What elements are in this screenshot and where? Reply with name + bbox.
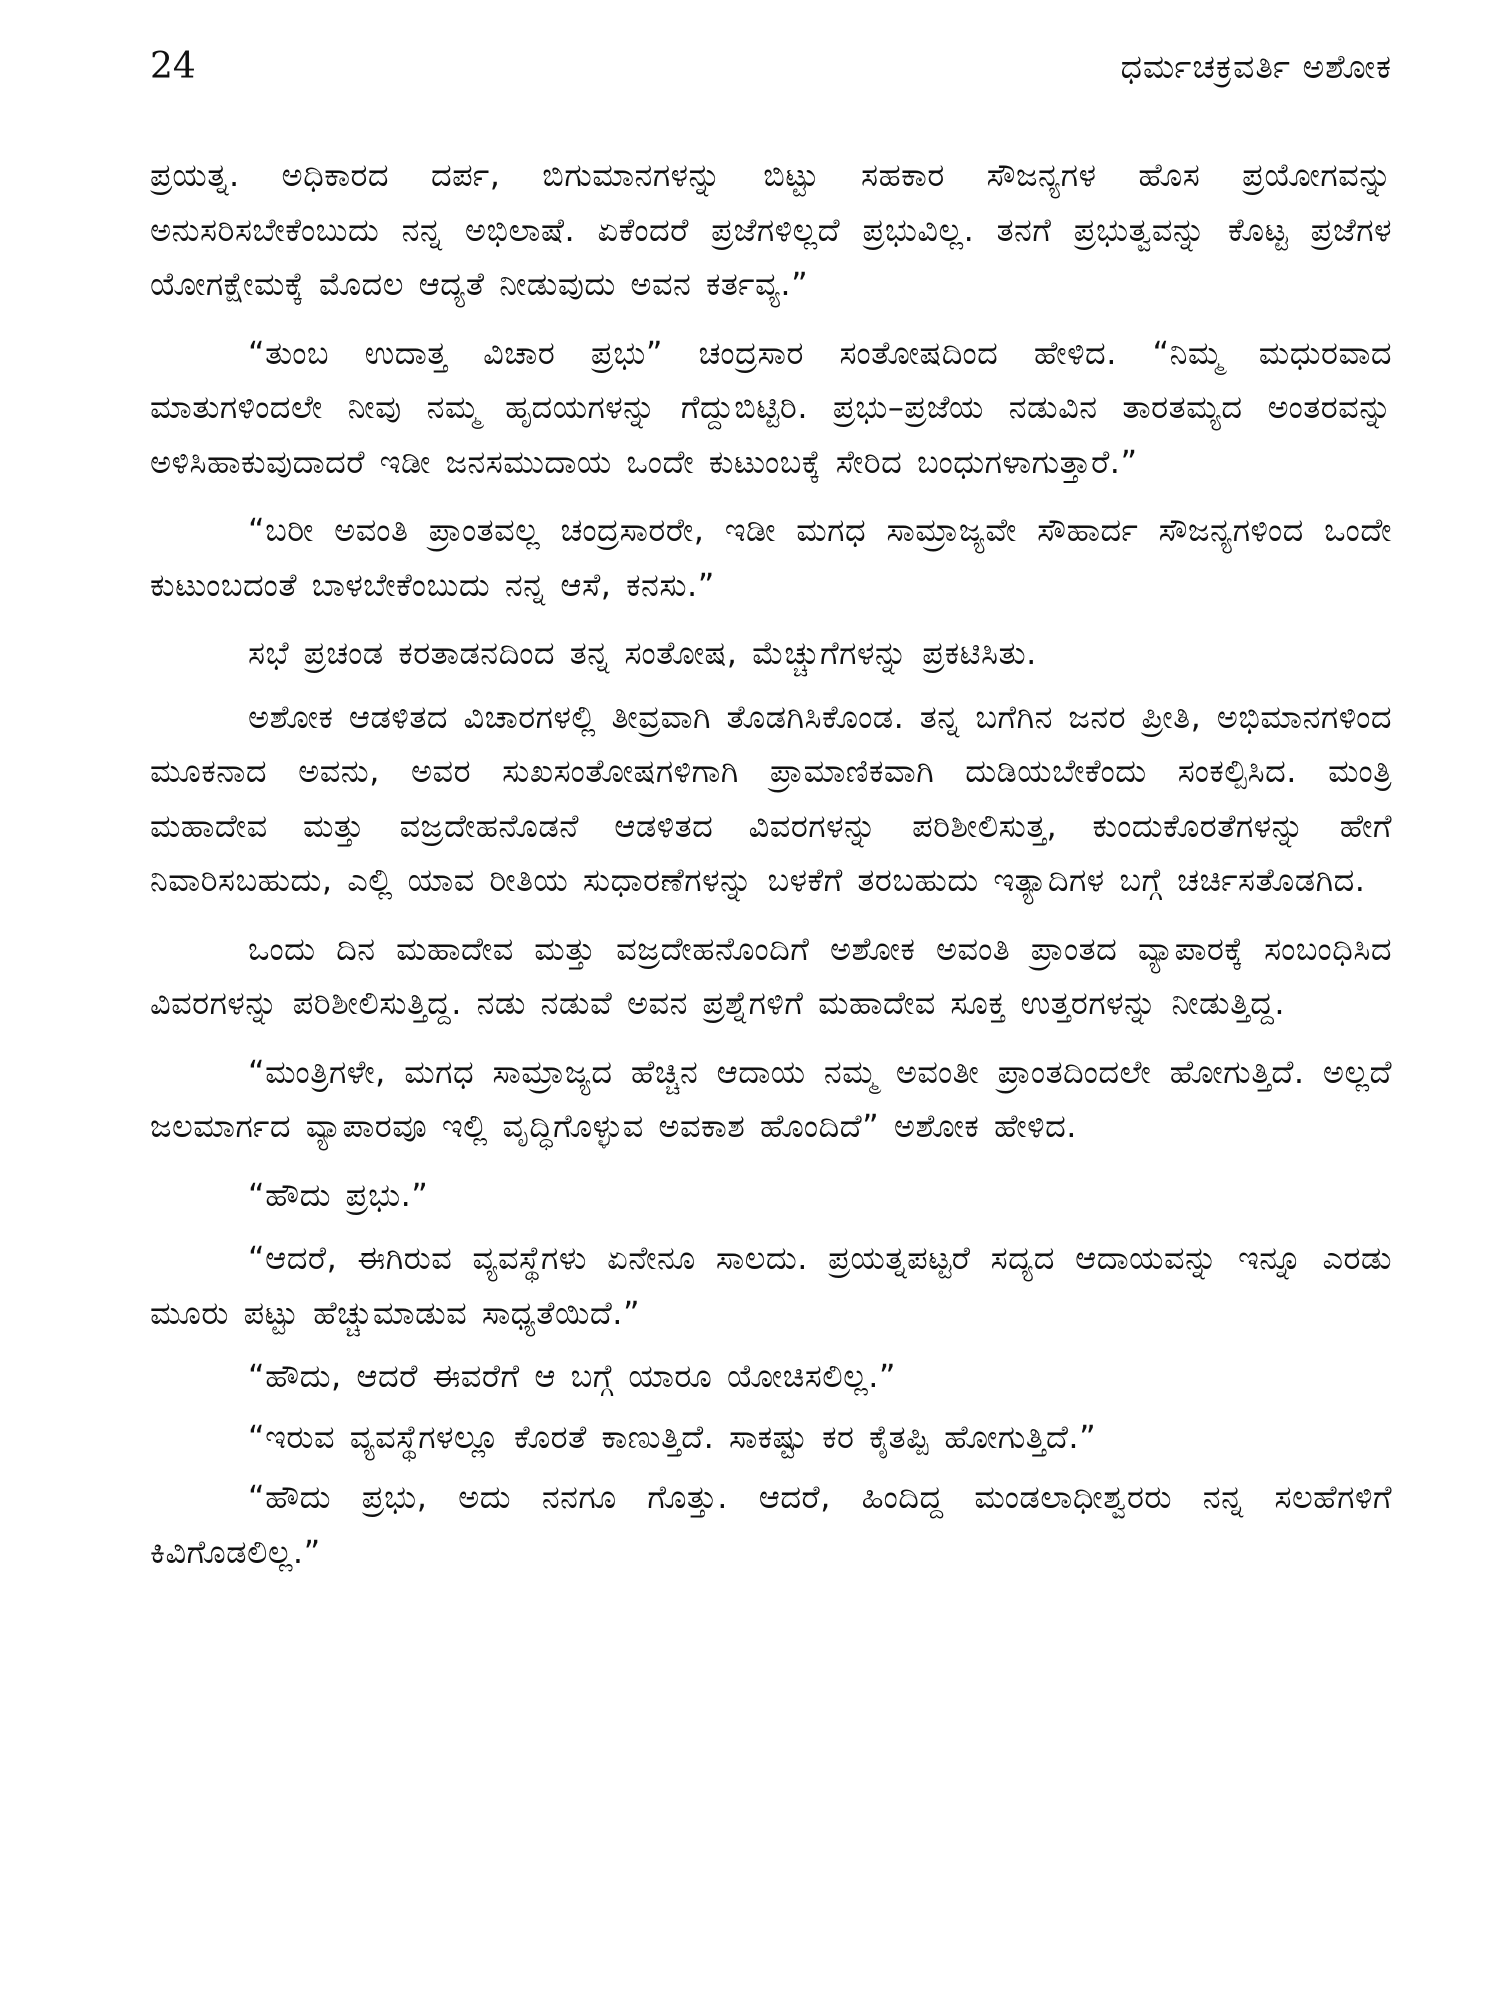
- paragraph: “ಹೌದು ಪ್ರಭು.”: [248, 1175, 429, 1214]
- paragraph: “ಬರೀ ಅವಂತಿ ಪ್ರಾಂತವಲ್ಲ ಚಂದ್ರಸಾರರೇ, ಇಡೀ ಮಗಧ ಸಾಮ್ರಾಜ್ಯವೇ ಸೌಹಾರ್ದ ಸೌಜನ್ಯಗಳಿಂದ ಒಂದೇ ಕುಟುಂಬದಂತೆ ಬಾಳಬೇಕೆಂಬುದು ನನ್ನ ಆಸೆ, ಕನಸು.”: [150, 511, 1392, 604]
- body-text: [150, 148, 1392, 1579]
- running-title: ಧರ್ಮಚಕ್ರವರ್ತಿ ಅಶೋಕ: [1120, 47, 1392, 86]
- paragraph: ಅಶೋಕ ಆಡಳಿತದ ವಿಚಾರಗಳಲ್ಲಿ ತೀವ್ರವಾಗಿ ತೊಡಗಿಸಿಕೊಂಡ. ತನ್ನ ಬಗೆಗಿನ ಜನರ ಪ್ರೀತಿ, ಅಭಿಮಾನಗಳಿಂದ ಮೂಕನಾದ ಅವನು, ಅವರ ಸುಖಸಂತೋಷಗಳಿಗಾಗಿ ಪ್ರಾಮಾಣಿಕವಾಗಿ ದುಡಿಯಬೇಕೆಂದು ಸಂಕಲ್ಪಿಸಿದ. ಮಂತ್ರಿ ಮಹಾದೇವ ಮತ್ತು ವಜ್ರದೇಹನೊಡನೆ ಆಡಳಿತದ ವಿವರಗಳನ್ನು ಪರಿಶೀಲಿಸುತ್ತ, ಕುಂದುಕೊರತೆಗಳನ್ನು ಹೇಗೆ ನಿವಾರಿಸಬಹುದು, ಎಲ್ಲಿ ಯಾವ ರೀತಿಯ ಸುಧಾರಣೆಗಳನ್ನು ಬಳಕೆಗೆ ತರಬಹುದು ಇತ್ಯಾದಿಗಳ ಬಗ್ಗೆ ಚರ್ಚಿಸತೊಡಗಿದ.: [150, 697, 1392, 899]
- paragraph: “ಹೌದು ಪ್ರಭು, ಅದು ನನಗೂ ಗೊತ್ತು. ಆದರೆ, ಹಿಂದಿದ್ದ ಮಂಡಲಾಧೀಶ್ವರರು ನನ್ನ ಸಲಹೆಗಳಿಗೆ ಕಿವಿಗೊಡಲಿಲ್ಲ.”: [150, 1478, 1392, 1571]
- paragraph: ಒಂದು ದಿನ ಮಹಾದೇವ ಮತ್ತು ವಜ್ರದೇಹನೊಂದಿಗೆ ಅಶೋಕ ಅವಂತಿ ಪ್ರಾಂತದ ವ್ಯಾಪಾರಕ್ಕೆ ಸಂಬಂಧಿಸಿದ ವಿವರಗಳನ್ನು ಪರಿಶೀಲಿಸುತ್ತಿದ್ದ. ನಡು ನಡುವೆ ಅವನ ಪ್ರಶ್ನೆಗಳಿಗೆ ಮಹಾದೇವ ಸೂಕ್ತ ಉತ್ತರಗಳನ್ನು ನೀಡುತ್ತಿದ್ದ.: [150, 929, 1392, 1022]
- page-number: 24: [150, 46, 196, 87]
- paragraph: “ಹೌದು, ಆದರೆ ಈವರೆಗೆ ಆ ಬಗ್ಗೆ ಯಾರೂ ಯೋಚಿಸಲಿಲ್ಲ.”: [248, 1357, 896, 1395]
- paragraph: “ತುಂಬ ಉದಾತ್ತ ವಿಚಾರ ಪ್ರಭು” ಚಂದ್ರಸಾರ ಸಂತೋಷದಿಂದ ಹೇಳಿದ. “ನಿಮ್ಮ ಮಧುರವಾದ ಮಾತುಗಳಿಂದಲೇ ನೀವು ನಮ್ಮ ಹೃದಯಗಳನ್ನು ಗೆದ್ದುಬಿಟ್ಟಿರಿ. ಪ್ರಭು–ಪ್ರಜೆಯ ನಡುವಿನ ತಾರತಮ್ಯದ ಅಂತರವನ್ನು ಅಳಿಸಿಹಾಕುವುದಾದರೆ ಇಡೀ ಜನಸಮುದಾಯ ಒಂದೇ ಕುಟುಂಬಕ್ಕೆ ಸೇರಿದ ಬಂಧುಗಳಾಗುತ್ತಾರೆ.”: [150, 333, 1392, 481]
- paragraph: “ಮಂತ್ರಿಗಳೇ, ಮಗಧ ಸಾಮ್ರಾಜ್ಯದ ಹೆಚ್ಚಿನ ಆದಾಯ ನಮ್ಮ ಅವಂತೀ ಪ್ರಾಂತದಿಂದಲೇ ಹೋಗುತ್ತಿದೆ. ಅಲ್ಲದೆ ಜಲಮಾರ್ಗದ ವ್ಯಾಪಾರವೂ ಇಲ್ಲಿ ವೃದ್ಧಿಗೊಳ್ಳುವ ಅವಕಾಶ ಹೊಂದಿದೆ” ಅಶೋಕ ಹೇಳಿದ.: [150, 1052, 1392, 1145]
- paragraph: ಪ್ರಯತ್ನ. ಅಧಿಕಾರದ ದರ್ಪ, ಬಿಗುಮಾನಗಳನ್ನು ಬಿಟ್ಟು ಸಹಕಾರ ಸೌಜನ್ಯಗಳ ಹೊಸ ಪ್ರಯೋಗವನ್ನು ಅನುಸರಿಸಬೇಕೆಂಬುದು ನನ್ನ ಅಭಿಲಾಷೆ. ಏಕೆಂದರೆ ಪ್ರಜೆಗಳಿಲ್ಲದೆ ಪ್ರಭುವಿಲ್ಲ. ತನಗೆ ಪ್ರಭುತ್ವವನ್ನು ಕೊಟ್ಟ ಪ್ರಜೆಗಳ ಯೋಗಕ್ಷೇಮಕ್ಕೆ ಮೊದಲ ಆದ್ಯತೆ ನೀಡುವುದು ಅವನ ಕರ್ತವ್ಯ.”: [150, 156, 1392, 303]
- paragraph: ಸಭೆ ಪ್ರಚಂಡ ಕರತಾಡನದಿಂದ ತನ್ನ ಸಂತೋಷ, ಮೆಚ್ಚುಗೆಗಳನ್ನು ಪ್ರಕಟಿಸಿತು.: [248, 634, 1037, 672]
- paragraph: “ಆದರೆ, ಈಗಿರುವ ವ್ಯವಸ್ಥೆಗಳು ಏನೇನೂ ಸಾಲದು. ಪ್ರಯತ್ನಪಟ್ಟರೆ ಸದ್ಯದ ಆದಾಯವನ್ನು ಇನ್ನೂ ಎರಡು ಮೂರು ಪಟ್ಟು ಹೆಚ್ಚುಮಾಡುವ ಸಾಧ್ಯತೆಯಿದೆ.”: [150, 1239, 1392, 1332]
- paragraph: “ಇರುವ ವ್ಯವಸ್ಥೆಗಳಲ್ಲೂ ಕೊರತೆ ಕಾಣುತ್ತಿದೆ. ಸಾಕಷ್ಟು ಕರ ಕೈತಪ್ಪಿ ಹೋಗುತ್ತಿದೆ.”: [248, 1417, 1097, 1456]
